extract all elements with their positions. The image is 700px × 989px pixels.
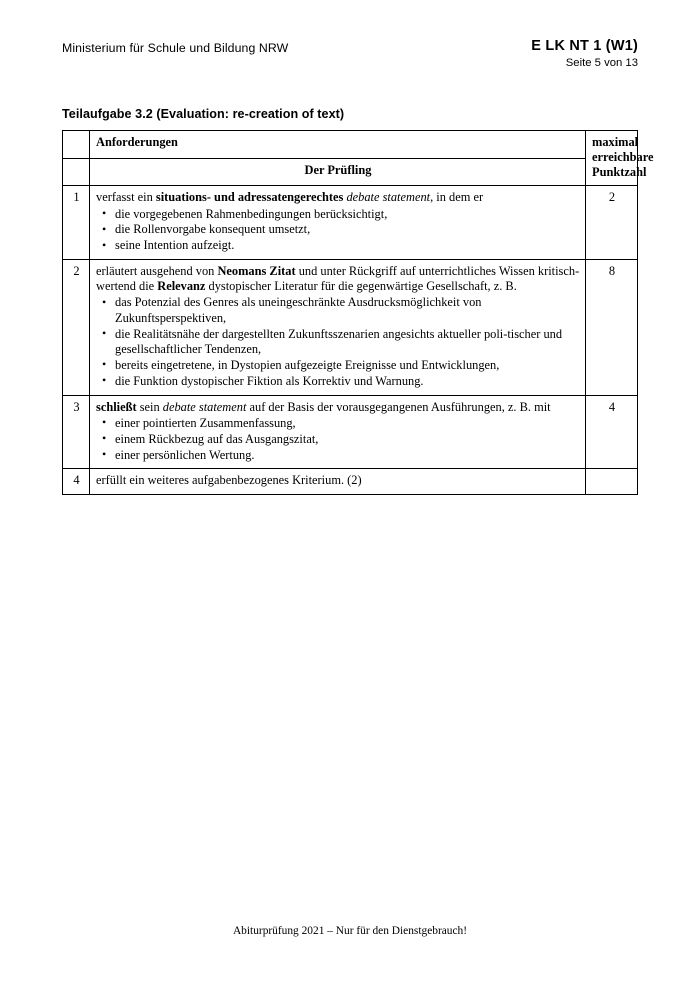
page-footer: Abiturprüfung 2021 – Nur für den Dienstgebrauch!: [232, 925, 468, 937]
row-number: 2: [63, 260, 90, 396]
row-bullet-list: [96, 207, 580, 254]
row-number: 3: [63, 395, 90, 469]
page-number: Seite 5 von 13: [565, 57, 638, 69]
list-item: • die vorgegebenen Rahmenbedingungen berücksichtigt,: [115, 207, 580, 222]
requirements-table: [62, 130, 654, 495]
header-cell-points: [586, 131, 654, 186]
header-cell-requirements: Anforderungen: [90, 131, 586, 159]
row-content: [90, 469, 586, 494]
table-row: [63, 186, 638, 260]
header-right-block: [531, 38, 638, 69]
list-item: • einem Rückbezug auf das Ausgangszitat,: [115, 432, 580, 447]
row-lead-text: schließt sein debate statement auf der Basis der vorausgegangenen Ausführungen, z. B. mit: [96, 399, 551, 414]
row-lead-text: erfüllt ein weiteres aufgabenbezogenes Kriterium. (2): [96, 473, 362, 488]
list-item: • einer pointierten Zusammenfassung,: [115, 416, 580, 431]
list-item: • bereits eingetretene, in Dystopien aufgezeigte Ereignisse und Entwicklungen,: [115, 358, 580, 373]
row-points: 8: [586, 260, 638, 396]
row-content: [90, 186, 586, 260]
row-content: [90, 260, 586, 396]
subheader-cell-pruefling: Der Prüfling: [90, 158, 586, 186]
row-points: [586, 469, 638, 494]
page-header: [62, 38, 638, 69]
list-item: • die Realitätsnähe der dargestellten Zukunftsszenarien angesichts aktueller poli-tischer und gesellschaftlicher Tendenzen,: [115, 327, 580, 358]
subheader-cell-blank: [63, 158, 90, 186]
row-lead-text: verfasst ein situations- und adressatengerechtes debate statement, in dem er: [96, 190, 484, 205]
row-lead-text: erläutert ausgehend von Neomans Zitat und unter Rückgriff auf unterrichtliches Wissen kritisch-wertend die Relevanz dystopischer Literatur für die gegenwärtige Gesellschaft, z. B.: [96, 264, 580, 294]
ministry-label: Ministerium für Schule und Bildung NRW: [62, 41, 289, 55]
points-header-line3: Punktzahl: [592, 165, 647, 180]
header-cell-blank: [63, 131, 90, 159]
table-header-row: [63, 131, 638, 159]
points-header-line1: maximal: [592, 135, 639, 149]
row-number: 4: [63, 469, 90, 494]
list-item: • das Potenzial des Genres als uneingeschränkte Ausdrucksmöglichkeit von Zukunftsperspektiven,: [115, 295, 580, 326]
row-bullet-list: [96, 416, 580, 463]
list-item: • einer persönlichen Wertung.: [115, 448, 580, 463]
table-subheader-row: [63, 158, 638, 186]
exam-code: E LK NT 1 (W1): [531, 38, 638, 54]
list-item: • die Rollenvorgabe konsequent umsetzt,: [115, 222, 580, 237]
row-content: [90, 395, 586, 469]
table-row: [63, 469, 638, 494]
list-item: • seine Intention aufzeigt.: [115, 238, 580, 253]
page-title: Teilaufgabe 3.2 (Evaluation: re-creation of text): [62, 107, 345, 121]
list-item: • die Funktion dystopischer Fiktion als Korrektiv und Warnung.: [115, 374, 580, 389]
row-points: 2: [586, 186, 638, 260]
row-number: 1: [63, 186, 90, 260]
row-points: 4: [586, 395, 638, 469]
points-header-line2: erreichbare: [592, 150, 654, 165]
table-row: [63, 260, 638, 396]
row-bullet-list: [96, 295, 580, 389]
table-row: [63, 395, 638, 469]
